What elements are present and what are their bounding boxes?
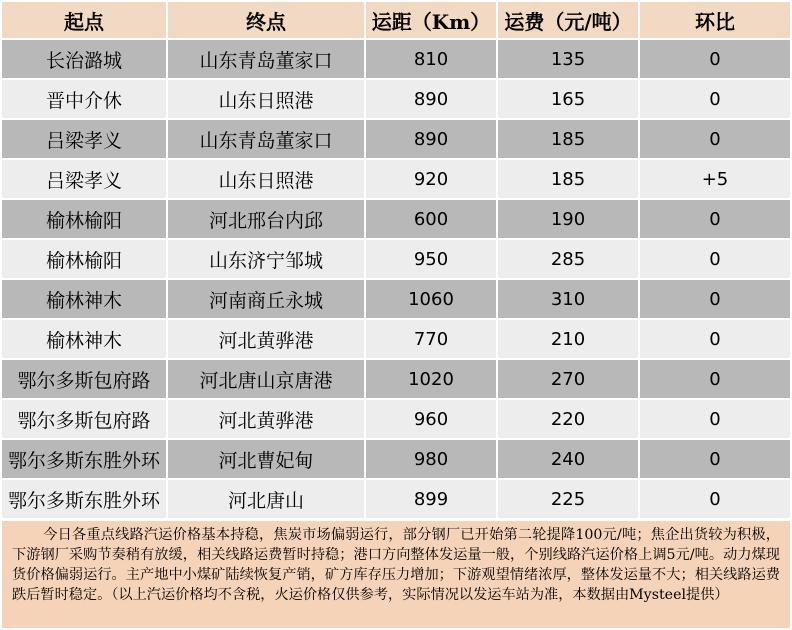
cell-destination: 河北曹妃甸 <box>168 440 364 478</box>
cell-freight: 190 <box>498 200 638 238</box>
cell-destination: 河北黄骅港 <box>168 400 364 438</box>
cell-destination: 河北黄骅港 <box>168 320 364 358</box>
table-row <box>2 280 790 318</box>
cell-distance: 810 <box>366 40 496 78</box>
cell-freight: 310 <box>498 280 638 318</box>
table-row <box>2 320 790 358</box>
cell-distance: 890 <box>366 80 496 118</box>
table-row <box>2 80 790 118</box>
cell-distance: 1060 <box>366 280 496 318</box>
cell-origin: 晋中介休 <box>2 80 166 118</box>
table-row <box>2 120 790 158</box>
table-row <box>2 480 790 518</box>
cell-change: 0 <box>640 360 790 398</box>
cell-origin: 长治潞城 <box>2 40 166 78</box>
header-distance: 运距（Km） <box>366 2 496 38</box>
cell-change: 0 <box>640 400 790 438</box>
header-freight: 运费（元/吨） <box>498 2 638 38</box>
cell-change: 0 <box>640 440 790 478</box>
cell-freight: 225 <box>498 480 638 518</box>
cell-origin: 鄂尔多斯包府路 <box>2 400 166 438</box>
cell-change: +5 <box>640 160 790 198</box>
cell-origin: 鄂尔多斯东胜外环 <box>2 440 166 478</box>
cell-origin: 榆林榆阳 <box>2 240 166 278</box>
cell-change: 0 <box>640 320 790 358</box>
cell-destination: 山东济宁邹城 <box>168 240 364 278</box>
cell-distance: 960 <box>366 400 496 438</box>
cell-destination: 河北唐山 <box>168 480 364 518</box>
cell-change: 0 <box>640 40 790 78</box>
cell-distance: 899 <box>366 480 496 518</box>
cell-freight: 165 <box>498 80 638 118</box>
cell-origin: 吕梁孝义 <box>2 160 166 198</box>
cell-change: 0 <box>640 240 790 278</box>
market-commentary: 今日各重点线路汽运价格基本持稳，焦炭市场偏弱运行，部分钢厂已开始第二轮提降100元/吨；焦企出货较为积极，下游钢厂采购节奏稍有放缓，相关线路运费暂时持稳；港口方向整体发运量一般，个别线路汽运价格上调5元/吨。动力煤现货价格偏弱运行。主产地中小煤矿陆续恢复产销，矿方库存压力增加；下游观望情绪浓厚，整体发运量不大；相关线路运费跌后暂时稳定。（以上汽运价格均不含税，火运价格仅供参考，实际情况以发运车站为准，本数据由Mysteel提供） <box>2 521 790 628</box>
cell-change: 0 <box>640 120 790 158</box>
cell-distance: 1020 <box>366 360 496 398</box>
cell-change: 0 <box>640 200 790 238</box>
cell-destination: 河北唐山京唐港 <box>168 360 364 398</box>
cell-origin: 榆林神木 <box>2 280 166 318</box>
cell-freight: 285 <box>498 240 638 278</box>
table-row <box>2 240 790 278</box>
cell-origin: 吕梁孝义 <box>2 120 166 158</box>
table-row <box>2 160 790 198</box>
table-header-row <box>2 2 790 38</box>
cell-origin: 榆林神木 <box>2 320 166 358</box>
cell-change: 0 <box>640 280 790 318</box>
cell-destination: 河南商丘永城 <box>168 280 364 318</box>
cell-freight: 210 <box>498 320 638 358</box>
cell-freight: 240 <box>498 440 638 478</box>
cell-distance: 890 <box>366 120 496 158</box>
table-row <box>2 360 790 398</box>
table-row <box>2 40 790 78</box>
cell-origin: 榆林榆阳 <box>2 200 166 238</box>
cell-destination: 河北邢台内邱 <box>168 200 364 238</box>
cell-origin: 鄂尔多斯东胜外环 <box>2 480 166 518</box>
cell-distance: 920 <box>366 160 496 198</box>
cell-destination: 山东日照港 <box>168 160 364 198</box>
table-row <box>2 200 790 238</box>
table-row <box>2 440 790 478</box>
cell-distance: 980 <box>366 440 496 478</box>
header-destination: 终点 <box>168 2 364 38</box>
cell-freight: 185 <box>498 120 638 158</box>
header-change: 环比 <box>640 2 790 38</box>
table-body <box>2 40 790 518</box>
cell-change: 0 <box>640 80 790 118</box>
cell-destination: 山东青岛董家口 <box>168 40 364 78</box>
cell-freight: 270 <box>498 360 638 398</box>
cell-change: 0 <box>640 480 790 518</box>
cell-freight: 220 <box>498 400 638 438</box>
cell-freight: 135 <box>498 40 638 78</box>
cell-destination: 山东青岛董家口 <box>168 120 364 158</box>
cell-origin: 鄂尔多斯包府路 <box>2 360 166 398</box>
table-row <box>2 400 790 438</box>
header-origin: 起点 <box>2 2 166 38</box>
cell-distance: 770 <box>366 320 496 358</box>
cell-destination: 山东日照港 <box>168 80 364 118</box>
cell-distance: 950 <box>366 240 496 278</box>
cell-distance: 600 <box>366 200 496 238</box>
cell-freight: 185 <box>498 160 638 198</box>
